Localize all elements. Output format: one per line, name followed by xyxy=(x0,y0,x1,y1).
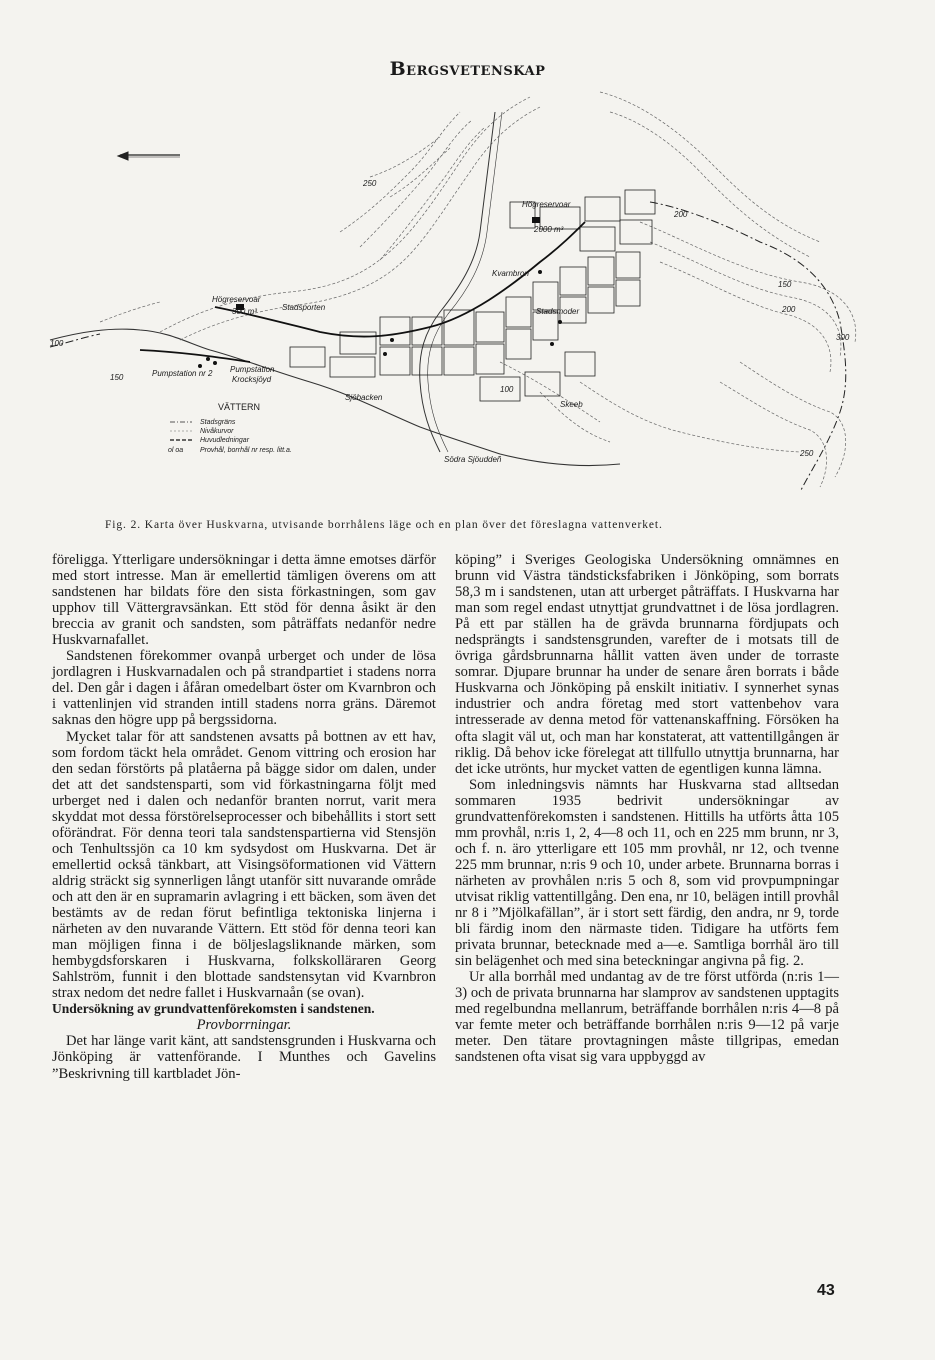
label-pumpstation: Pumpstation xyxy=(230,365,275,374)
legend-item: Nivåkurvor xyxy=(200,428,234,435)
contour-label: 150 xyxy=(778,280,792,289)
contour-label: 100 xyxy=(500,385,514,394)
label-stadsmoder: Stadsmoder xyxy=(536,307,580,316)
label-reservoir-1-size: 300 m³ xyxy=(232,307,257,316)
paragraph: föreligga. Ytterligare undersökningar i detta ämne emotses därför med stort intresse. Man är emellertid tämligen överens om att sandstenen har bildats före den sista förkastningen, som gav upphov till Vättergravsänkan. Ett stöd för denna åsikt är den breccia av granit och sandsten, som påträffats nedanför nedre Huskvarnafallet. xyxy=(52,552,436,649)
label-stadsporten: Stadsporten xyxy=(282,303,326,312)
right-column xyxy=(455,552,839,1066)
label-sjobacken: Sjöbacken xyxy=(345,393,383,402)
contour-label: 150 xyxy=(110,373,124,382)
label-pumpstation-2: Pumpstation nr 2 xyxy=(152,369,213,378)
huskvarna-map xyxy=(40,82,890,512)
reservoir-marker-icon xyxy=(532,217,540,223)
legend-item: Provhål, borrhål nr resp. litt.a. xyxy=(200,447,292,454)
contour-label: 250 xyxy=(800,449,814,458)
contour-label: 300 xyxy=(836,333,850,342)
paragraph: Sandstenen förekommer ovanpå urberget och under de lösa jordlagren i Huskvarnadalen och på strandpartiet i stadens norra del. Den går i dagen i åfåran omedelbart öster om Kvarnbron och i vattenlinjen vid stranden intill stadens norra gräns. Däremot saknas den högre upp på bergssidorna. xyxy=(52,648,436,729)
paragraph: Mycket talar för att sandstenen avsatts på bottnen av ett hav, som fordom täckt hela området. Genom vittring och erosion har den sedan förstörts på platåerna på bägge sidor om dalen, under det att det sandstensparti, som vid förkastningarna följt med urberget ned i dalen och nedanför branten norrut, varit mera skyddat mot dessa förstörelseprocesser och bibehållits i stort sett oförändrat. För denna teori tala sandstenspartierna vid Stensjön och Tenhultssjön ca 10 km sydsydost om Huskvarna. Det är emellertid också tänkbart, att Visingsöformationen vid Vättern aldrig sträckt sig synnerligen långt utanför sitt nuvarande område och att den är en supramarin avlagring i ett bäcken, som även det bestämts av de redan förut befintliga tektoniska linjerna i närheten av den nuvarande Vättern. Ett stöd för denna teori kan man möjligen finna i de böljeslagsliknande märken, som hembygdsforskaren i Huskvarna, folkskolläraren Georg Sahlström, funnit i den blottade sandstensytan vid Kvarnbron strax nedom det nedre fallet i Huskvarnaån (se ovan). xyxy=(52,728,436,1002)
paragraph: köping” i Sveriges Geologiska Undersökning omnämnes en brunn vid Västra tändsticksfabriken i Jönköping, som borrats 58,3 m i sandstenen, utan att urberget påträffats. I Huskvarna har man som regel endast utnyttjat grundvattnet i de lösa jordlagren. På ett par ställen ha de grävda brunnarna fördjupats och nedsprängts i sandstensgrunden, varefter de i motsats till de övriga gårdsbrunnarna hållit vatten även under de torraste somrar. Djupare brunnar ha under de senare åren borrats i både Huskvarna och Jönköping på enskilt initiativ. I synnerhet synas industrier och andra företag med stort vattenbehov vara intresserade av denna metod för vattenanskaffning. Försöken ha ofta slagit väl ut, och man har konstaterat, att vattentillgången är riklig. Då behov icke förelegat att tillfullo utnyttja brunnarna, har det icke utrönts, hur mycket vatten de egentligen kunna lämna. xyxy=(455,552,839,777)
legend-item: Stadsgräns xyxy=(200,419,236,426)
label-kroc: Krocksjöyd xyxy=(232,375,272,384)
section-heading: Undersökning av grundvattenförekomsten i sandstenen. xyxy=(52,1001,375,1017)
label-reservoir-1: Högreservoar xyxy=(212,295,261,304)
paragraph: Det har länge varit känt, att sandstensgrunden i Huskvarna och Jönköping är vattenförande. I Munthes och Gavelins ”Beskrivning till kartbladet Jön- xyxy=(52,1033,436,1082)
figure-caption: Fig. 2. Karta över Huskvarna, utvisande borrhålens läge och en plan över det föreslagna vattenverket. xyxy=(105,519,663,531)
page-header: Bergsvetenskap xyxy=(389,58,546,80)
contour-label: 250 xyxy=(363,179,377,188)
label-reservoir-2-size: 2000 m³ xyxy=(534,225,564,234)
paragraph: Ur alla borrhål med undantag av de tre först utförda (n:ris 1—3) och de privata brunnarna har slamprov av sandstenen upptagits med regelbundna mellanrum, beträffande borrhålen n:ris 4—8 på var femte meter och beträffande borrhålen n:ris 9—12 på varje meter. Den tätare provtagningen måste tillgripas, emedan sandstenen ofta visat sig vara uppbyggd av xyxy=(455,969,839,1066)
label-reservoir-2: Högreservoar xyxy=(522,200,571,209)
contour-label: 200 xyxy=(782,305,796,314)
label-sodra-udden: Södra Sjöuddeñ xyxy=(444,455,502,464)
label-skeeb: Skeeb xyxy=(560,400,583,409)
left-column xyxy=(52,552,436,1082)
legend-marks: ol oa xyxy=(168,447,184,454)
map-legend xyxy=(168,419,292,454)
page-number: 43 xyxy=(817,1282,835,1299)
label-kvarnbron: Kvarnbron xyxy=(492,269,529,278)
legend-item: Huvudledningar xyxy=(200,437,250,444)
label-lake-vattern: VÄTTERN xyxy=(218,402,261,412)
subsection-heading: Provborrningar. xyxy=(196,1017,292,1034)
contour-label: 200 xyxy=(674,210,688,219)
paragraph: Som inledningsvis nämnts har Huskvarna stad alltsedan sommaren 1935 bedrivit undersökningar av grundvattenförekomsten i sandstenen. Hittills ha utförts åtta 105 mm provhål, n:ris 1, 2, 4—8 och 11, och en 225 mm brunn, nr 3, och f. n. äro ytterligare ett 105 mm provhål, nr 12, och tvenne 225 mm brunnar, n:ris 9 och 10, under arbete. Brunnarna borras i närheten av provhålen n:ris 5 och 8, som vid provpumpningar utvisat riklig vattentillgång. Den ena, nr 10, belägen intill provhål nr 8 i ”Mjölkafällan”, är i stort sett färdig, den andra, nr 9, torde bli färdig inom den närmaste tiden. Tidigare ha utförts fem privata brunnar, betecknade med a—e. Samtliga borrhål äro till sin belägenhet och med sina beteckningar angivna på fig. 2. xyxy=(455,776,839,970)
north-arrow-icon xyxy=(118,152,180,160)
contour-label: 100 xyxy=(50,339,64,348)
